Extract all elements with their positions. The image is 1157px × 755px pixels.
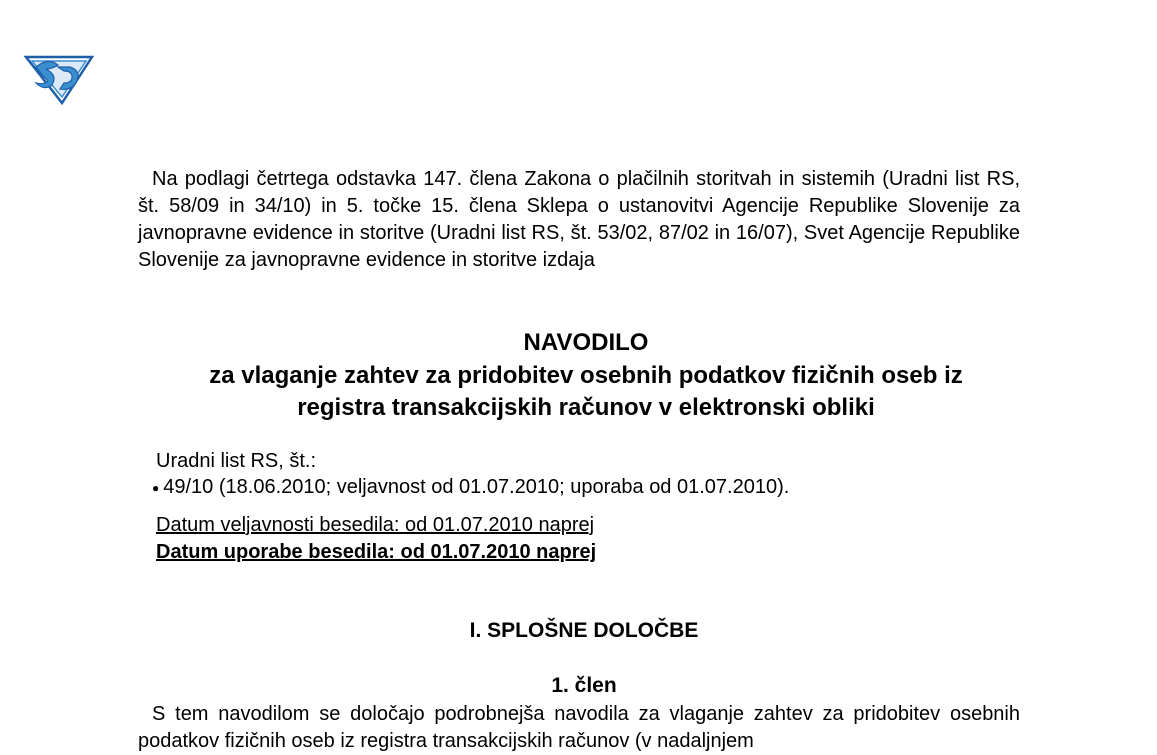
document-title: NAVODILO [523,329,649,356]
article-paragraph: S tem navodilom se določajo podrobnejša navodila za vlaganje zahtev za pridobitev osebnih podatkov fizičnih oseb iz registra transakcijskih računov (v nadaljnjem [138,703,1020,752]
use-date-link[interactable]: Datum uporabe besedila: od 01.07.2010 naprej [156,541,597,563]
intro-paragraph: Na podlagi četrtega odstavka 147. člena Zakona o plačilnih storitvah in sistemih (Uradni list RS, št. 58/09 in 34/10) in 5. točke 15. člena Sklepa o ustanovitvi Agencije Republike Slovenije za javnopravne evidence in storitve (Uradni list RS, št. 53/02, 87/02 in 16/07), Svet Agencije Republike Slovenije za javnopravne evidence in storitve izdaja [138,168,1020,271]
subtitle-line-1: za vlaganje zahtev za pridobitev osebnih podatkov fizičnih oseb iz [209,362,963,389]
sd-shield-logo [22,47,96,105]
validity-date-link[interactable]: Datum veljavnosti besedila: od 01.07.2010 naprej [156,514,595,536]
gazette-list-item [152,475,789,499]
document-subtitle [140,360,1032,424]
section-heading: I. SPLOŠNE DOLOČBE [469,619,699,642]
bullet-icon: ● [152,481,160,495]
subtitle-line-2: registra transakcijskih računov v elektronski obliki [297,394,875,421]
gazette-item-text: 49/10 (18.06.2010; veljavnost od 01.07.2010; uporaba od 01.07.2010). [163,476,790,498]
article-heading: 1. člen [551,674,617,697]
gazette-label: Uradni list RS, št.: [156,450,317,472]
